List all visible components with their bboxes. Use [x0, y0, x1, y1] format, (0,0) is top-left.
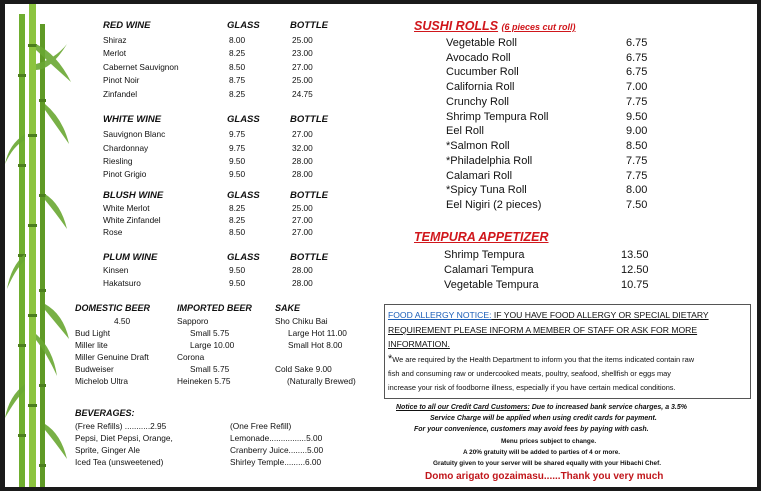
sushi-roll-price: 8.00	[626, 184, 648, 196]
sushi-roll-name: Shrimp Tempura Roll	[446, 111, 549, 123]
bottle-header: BOTTLE	[290, 114, 328, 125]
beverage-line: Iced Tea (unsweetened)	[75, 457, 164, 467]
wine-glass-price: 8.00	[229, 35, 246, 45]
sushi-roll-name: *Spicy Tuna Roll	[446, 184, 527, 196]
allergy-notice-line: INFORMATION.	[388, 339, 450, 349]
raw-fish-warning-line	[388, 353, 694, 365]
wine-name: Merlot	[103, 48, 127, 58]
imported-beer-header: IMPORTED BEER	[177, 303, 252, 313]
tempura-name: Calamari Tempura	[444, 264, 534, 276]
wine-header: WHITE WINE	[103, 114, 162, 125]
wine-name: White Merlot	[103, 203, 150, 213]
credit-card-notice-line	[396, 404, 687, 411]
sushi-roll-price: 9.50	[626, 111, 648, 123]
domestic-beer-header: DOMESTIC BEER	[75, 303, 151, 313]
wine-bottle-price: 23.00	[292, 48, 313, 58]
sushi-roll-name: Eel Roll	[446, 125, 484, 137]
wine-bottle-price: 25.00	[292, 75, 313, 85]
glass-header: GLASS	[227, 20, 260, 31]
sushi-roll-name: Cucumber Roll	[446, 66, 519, 78]
wine-bottle-price: 27.00	[292, 62, 313, 72]
wine-name: Pinot Noir	[103, 75, 140, 85]
sushi-roll-price: 6.75	[626, 52, 648, 64]
wine-glass-price: 9.50	[229, 169, 246, 179]
allergy-notice-label: FOOD ALLERGY NOTICE:	[388, 310, 492, 320]
sake-line: Sho Chiku Bai	[275, 316, 328, 326]
wine-bottle-price: 27.00	[292, 129, 313, 139]
asterisk-mark: *	[388, 353, 393, 365]
wine-name: Riesling	[103, 156, 133, 166]
food-allergy-notice	[384, 304, 751, 399]
wine-bottle-price: 32.00	[292, 143, 313, 153]
beer-item: Miller Genuine Draft	[75, 352, 149, 362]
wine-bottle-price: 27.00	[292, 227, 313, 237]
wine-bottle-price: 28.00	[292, 278, 313, 288]
wine-glass-price: 9.75	[229, 129, 246, 139]
sushi-roll-price: 8.50	[626, 140, 648, 152]
wine-name: Chardonnay	[103, 143, 149, 153]
wine-glass-price: 8.75	[229, 75, 246, 85]
wine-bottle-price: 28.00	[292, 169, 313, 179]
bottle-header: BOTTLE	[290, 252, 328, 263]
beverages-header: BEVERAGES:	[75, 408, 135, 418]
menu-page	[5, 4, 757, 487]
wine-bottle-price: 25.00	[292, 35, 313, 45]
tempura-name: Vegetable Tempura	[444, 279, 539, 291]
tempura-price: 13.50	[621, 249, 649, 261]
sushi-roll-price: 6.75	[626, 37, 648, 49]
glass-header: GLASS	[227, 252, 260, 263]
tempura-price: 12.50	[621, 264, 649, 276]
wine-bottle-price: 28.00	[292, 156, 313, 166]
thank-you-message: Domo arigato gozaimasu......Thank you very much	[425, 471, 664, 482]
tempura-name: Shrimp Tempura	[444, 249, 525, 261]
imported-beer-line: Sapporo	[177, 316, 209, 326]
sushi-roll-name: Calamari Roll	[446, 170, 513, 182]
bamboo-decoration	[5, 4, 75, 487]
sushi-roll-price: 7.75	[626, 170, 648, 182]
bottle-header: BOTTLE	[290, 20, 328, 31]
wine-glass-price: 9.50	[229, 278, 246, 288]
sake-line: (Naturally Brewed)	[287, 376, 356, 386]
wine-name: Pinot Grigio	[103, 169, 147, 179]
sushi-roll-price: 6.75	[626, 66, 648, 78]
wine-glass-price: 8.50	[229, 62, 246, 72]
price-change-note: Menu prices subject to change.	[501, 438, 597, 445]
wine-name: Zinfandel	[103, 89, 138, 99]
wine-name: White Zinfandel	[103, 215, 161, 225]
beer-item: Michelob Ultra	[75, 376, 129, 386]
wine-header: BLUSH WINE	[103, 190, 164, 201]
domestic-beer-price: 4.50	[114, 316, 131, 326]
beverage-line: Shirley Temple.........6.00	[230, 457, 322, 467]
sushi-roll-price: 7.00	[626, 81, 648, 93]
sushi-rolls-title: SUSHI ROLLS	[414, 19, 499, 33]
tempura-header: TEMPURA APPETIZER	[414, 230, 549, 244]
sake-header: SAKE	[275, 303, 301, 313]
wine-header: RED WINE	[103, 20, 151, 31]
raw-fish-warning-line: fish and consuming raw or undercooked meats, poultry, seafood, shellfish or eggs may	[388, 369, 671, 378]
sake-line: Large Hot 11.00	[288, 328, 347, 338]
sushi-roll-name: Crunchy Roll	[446, 96, 509, 108]
beverage-line: Cranberry Juice........5.00	[230, 445, 324, 455]
wine-glass-price: 8.25	[229, 215, 246, 225]
wine-name: Hakatsuro	[103, 278, 141, 288]
glass-header: GLASS	[227, 190, 260, 201]
sushi-roll-name: Avocado Roll	[446, 52, 511, 64]
imported-beer-line: Heineken 5.75	[177, 376, 231, 386]
credit-card-notice-label: Notice to all our Credit Card Customers:	[396, 404, 530, 411]
beverage-line: Lemonade................5.00	[230, 433, 323, 443]
sushi-roll-price: 9.00	[626, 125, 648, 137]
raw-fish-warning-line: increase your risk of foodborne illness, especially if you have certain medical conditions.	[388, 383, 676, 392]
allergy-notice-line	[388, 310, 709, 320]
wine-name: Rose	[103, 227, 123, 237]
wine-name: Sauvignon Blanc	[103, 129, 166, 139]
beer-item: Bud Light	[75, 328, 111, 338]
wine-name: Shiraz	[103, 35, 127, 45]
beverage-line: (One Free Refill)	[230, 421, 292, 431]
sushi-rolls-subtitle: (6 pieces cut roll)	[501, 22, 576, 32]
wine-bottle-price: 28.00	[292, 265, 313, 275]
allergy-notice-line: REQUIREMENT PLEASE INFORM A MEMBER OF STAFF OR ASK FOR MORE	[388, 325, 698, 335]
wine-header: PLUM WINE	[103, 252, 158, 263]
sushi-roll-name: Eel Nigiri (2 pieces)	[446, 199, 542, 211]
beer-item: Budweiser	[75, 364, 114, 374]
beverage-line: (Free Refills) ...........2.95	[75, 421, 167, 431]
sushi-roll-price: 7.75	[626, 96, 648, 108]
wine-glass-price: 8.25	[229, 48, 246, 58]
sushi-roll-name: *Philadelphia Roll	[446, 155, 533, 167]
imported-beer-line: Corona	[177, 352, 205, 362]
gratuity-share-note: Gratuity given to your server will be shared equally with your Hibachi Chef.	[433, 460, 661, 467]
wine-name: Kinsen	[103, 265, 129, 275]
sushi-rolls-header	[414, 19, 576, 33]
beer-item: Miller lite	[75, 340, 108, 350]
sushi-roll-name: *Salmon Roll	[446, 140, 510, 152]
sushi-roll-price: 7.75	[626, 155, 648, 167]
beverage-line: Pepsi, Diet Pepsi, Orange,	[75, 433, 173, 443]
glass-header: GLASS	[227, 114, 260, 125]
credit-card-notice-line: For your convenience, customers may avoid fees by paying with cash.	[414, 426, 649, 433]
raw-fish-warning-text: We are required by the Health Department to inform you that the items indicated contain raw	[392, 355, 695, 364]
gratuity-note: A 20% gratuity will be added to parties of 4 or more.	[463, 449, 621, 456]
wine-glass-price: 9.50	[229, 265, 246, 275]
bottle-header: BOTTLE	[290, 190, 328, 201]
wine-bottle-price: 27.00	[292, 215, 313, 225]
imported-beer-line: Small 5.75	[190, 328, 230, 338]
allergy-notice-text: IF YOU HAVE FOOD ALLERGY OR SPECIAL DIETARY	[491, 310, 709, 320]
sake-line: Cold Sake 9.00	[275, 364, 332, 374]
credit-card-notice-line: Service Charge will be applied when using credit cards for payment.	[430, 415, 657, 422]
sushi-roll-name: Vegetable Roll	[446, 37, 517, 49]
sushi-roll-price: 7.50	[626, 199, 648, 211]
wine-glass-price: 9.75	[229, 143, 246, 153]
wine-name: Cabernet Sauvignon	[103, 62, 179, 72]
wine-bottle-price: 24.75	[292, 89, 313, 99]
tempura-price: 10.75	[621, 279, 649, 291]
wine-glass-price: 8.50	[229, 227, 246, 237]
wine-glass-price: 9.50	[229, 156, 246, 166]
sake-line: Small Hot 8.00	[288, 340, 343, 350]
beverage-line: Sprite, Ginger Ale	[75, 445, 141, 455]
wine-bottle-price: 25.00	[292, 203, 313, 213]
sushi-roll-name: California Roll	[446, 81, 515, 93]
imported-beer-line: Small 5.75	[190, 364, 230, 374]
wine-glass-price: 8.25	[229, 89, 246, 99]
credit-card-notice-text: Due to increased bank service charges, a 3.5%	[529, 404, 687, 411]
imported-beer-line: Large 10.00	[190, 340, 235, 350]
wine-glass-price: 8.25	[229, 203, 246, 213]
